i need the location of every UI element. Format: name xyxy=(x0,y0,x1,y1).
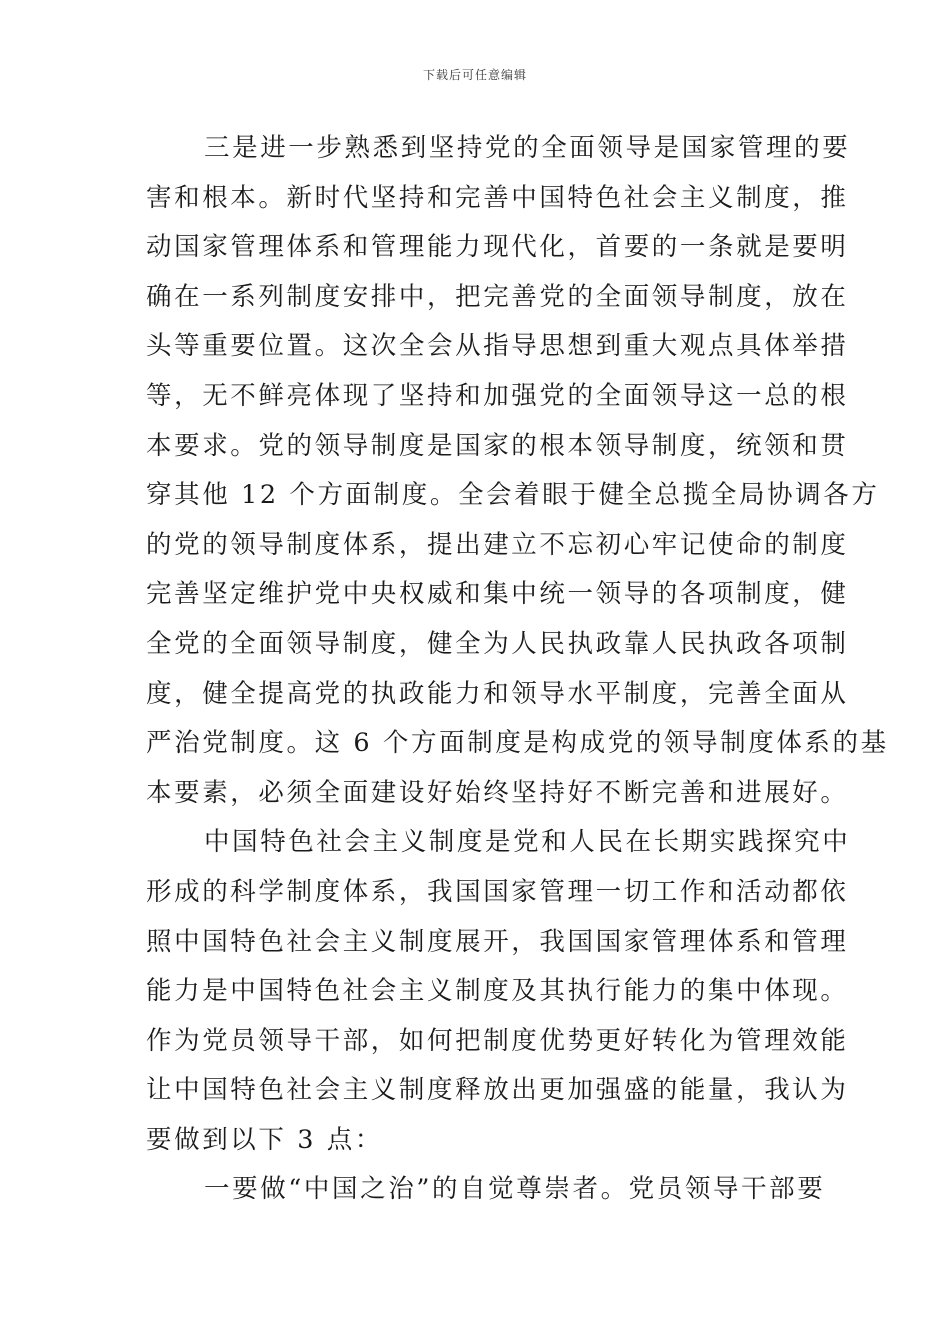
paragraph-line: 形成的科学制度体系，我国国家管理一切工作和活动都依 xyxy=(146,876,849,907)
paragraph-2 xyxy=(146,818,851,1165)
paragraph-3 xyxy=(146,1165,826,1215)
paragraph-line: 三是进一步熟悉到坚持党的全面领导是国家管理的要 xyxy=(204,133,851,163)
paragraph-line: 让中国特色社会主义制度释放出更加强盛的能量，我认为 xyxy=(146,1075,849,1106)
paragraph-line: 要做到以下 3 点： xyxy=(146,1124,383,1155)
paragraph-line: 全党的全面领导制度，健全为人民执政靠人民执政各项制 xyxy=(146,628,849,659)
paragraph-line: 严治党制度。这 6 个方面制度是构成党的领导制度体系的基 xyxy=(146,728,889,759)
paragraph-line: 照中国特色社会主义制度展开，我国国家管理体系和管理 xyxy=(146,926,849,957)
paragraph-line: 本要求。党的领导制度是国家的根本领导制度，统领和贯 xyxy=(146,430,849,461)
paragraph-line: 头等重要位置。这次全会从指导思想到重大观点具体举措 xyxy=(146,331,849,362)
paragraph-line: 度，健全提高党的执政能力和领导水平制度，完善全面从 xyxy=(146,678,849,709)
paragraph-line: 等，无不鲜亮体现了坚持和加强党的全面领导这一总的根 xyxy=(146,380,849,411)
paragraph-line: 害和根本。新时代坚持和完善中国特色社会主义制度，推 xyxy=(146,182,849,213)
paragraph-line: 完善坚定维护党中央权威和集中统一领导的各项制度，健 xyxy=(146,579,849,610)
paragraph-line: 本要素，必须全面建设好始终坚持好不断完善和进展好。 xyxy=(146,777,849,808)
paragraph-line: 一要做“中国之治”的自觉尊崇者。党员领导干部要 xyxy=(204,1174,826,1205)
paragraph-line: 中国特色社会主义制度是党和人民在长期实践探究中 xyxy=(204,827,851,858)
paragraph-line: 确在一系列制度安排中，把完善党的全面领导制度，放在 xyxy=(146,281,849,312)
paragraph-1 xyxy=(146,124,889,818)
paragraph-line: 的党的领导制度体系，提出建立不忘初心牢记使命的制度 xyxy=(146,529,849,560)
paragraph-line: 能力是中国特色社会主义制度及其执行能力的集中体现。 xyxy=(146,976,849,1007)
download-note: 下载后可任意编辑 xyxy=(422,68,527,82)
paragraph-line: 作为党员领导干部，如何把制度优势更好转化为管理效能 xyxy=(146,1025,849,1056)
paragraph-line: 动国家管理体系和管理能力现代化，首要的一条就是要明 xyxy=(146,232,849,263)
document-body xyxy=(146,124,889,1215)
paragraph-line: 穿其他 12 个方面制度。全会着眼于健全总揽全局协调各方 xyxy=(146,480,880,511)
